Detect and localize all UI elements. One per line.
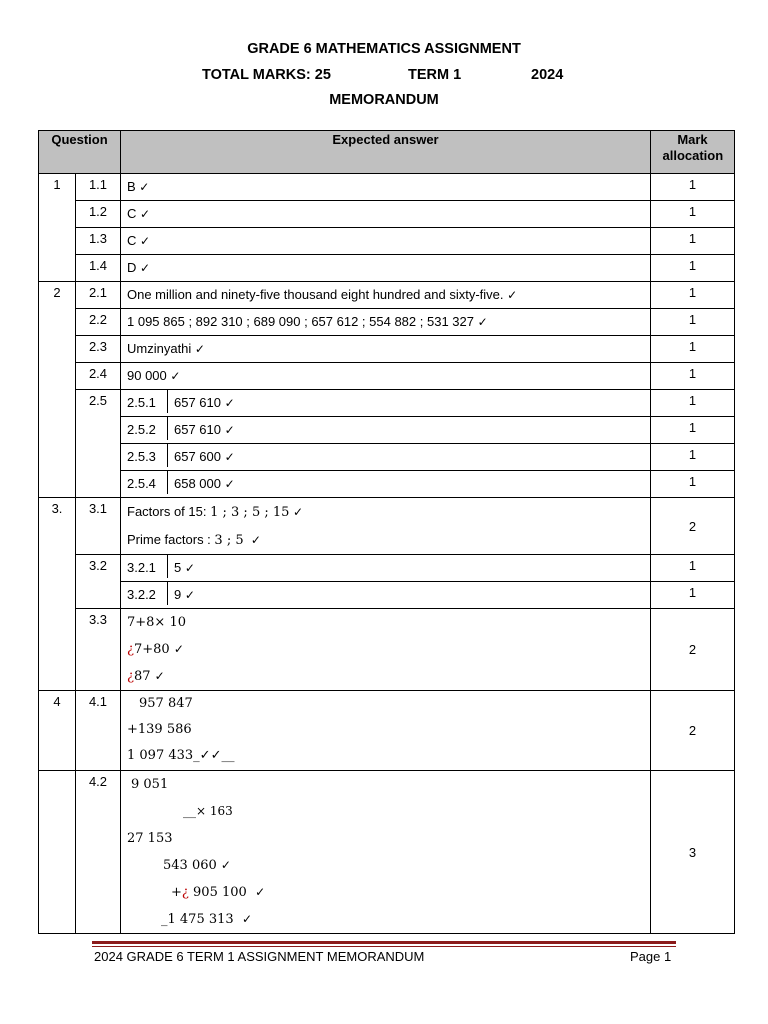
sub-sub-question-number: 2.5.1 bbox=[121, 390, 168, 413]
sub-question-number: 1.1 bbox=[76, 174, 121, 201]
mark-cell: 1 bbox=[651, 555, 735, 582]
document-meta-line bbox=[0, 67, 768, 85]
table-row bbox=[39, 228, 735, 255]
table-row bbox=[39, 498, 735, 555]
memorandum-table bbox=[38, 130, 735, 934]
sub-question-number: 4.2 bbox=[76, 771, 121, 934]
table-header-row bbox=[39, 131, 735, 174]
table-row bbox=[39, 174, 735, 201]
question-header: Question bbox=[39, 131, 121, 174]
sub-question-number: 2.2 bbox=[76, 309, 121, 336]
mark-cell: 1 bbox=[651, 174, 735, 201]
check-icon: ✓ bbox=[220, 858, 231, 872]
table-row bbox=[39, 471, 735, 498]
mark-cell: 1 bbox=[651, 201, 735, 228]
check-icon: ✓ bbox=[224, 423, 235, 437]
table-row bbox=[39, 201, 735, 228]
sub-question-number: 1.3 bbox=[76, 228, 121, 255]
sub-sub-question-number: 2.5.3 bbox=[121, 444, 168, 467]
sub-sub-question-number: 2.5.4 bbox=[121, 471, 168, 494]
answer-cell: 9 051 __× 163 27 153 543 060 ✓ +¿ 905 100 ✓ _1 475 313 ✓ bbox=[121, 771, 651, 934]
mark-cell: 1 bbox=[651, 582, 735, 609]
sub-question-number: 4.1 bbox=[76, 691, 121, 771]
answer-cell: 2.5.3 657 600 ✓ bbox=[121, 444, 651, 471]
mark-cell: 2 bbox=[651, 609, 735, 691]
table-row bbox=[39, 309, 735, 336]
table-row bbox=[39, 390, 735, 417]
answer-cell: D ✓ bbox=[121, 255, 651, 282]
mark-cell: 2 bbox=[651, 691, 735, 771]
answer-cell: Factors of 15: 1 ; 3 ; 5 ; 15 ✓ Prime factors : 3 ; 5 ✓ bbox=[121, 498, 651, 555]
mark-cell: 3 bbox=[651, 771, 735, 934]
check-icon: ✓ bbox=[184, 588, 195, 602]
answer-cell: 3.2.1 5 ✓ bbox=[121, 555, 651, 582]
sub-question-number: 2.3 bbox=[76, 336, 121, 363]
mark-cell: 1 bbox=[651, 309, 735, 336]
answer-cell: 2.5.1 657 610 ✓ bbox=[121, 390, 651, 417]
check-icon: ✓ bbox=[140, 234, 151, 248]
check-icon: ✓ bbox=[184, 561, 195, 575]
table-row bbox=[39, 417, 735, 444]
sub-question-number: 2.1 bbox=[76, 282, 121, 309]
mark-cell: 1 bbox=[651, 228, 735, 255]
check-icon: ✓ bbox=[241, 912, 252, 926]
document-subtitle: MEMORANDUM bbox=[329, 92, 439, 108]
mark-cell: 1 bbox=[651, 390, 735, 417]
answer-cell: 7+8× 10 ¿7+80 ✓ ¿87 ✓ bbox=[121, 609, 651, 691]
expected-answer-header: Expected answer bbox=[121, 131, 651, 174]
answer-cell: 90 000 ✓ bbox=[121, 363, 651, 390]
check-icon: ✓ bbox=[154, 669, 165, 683]
question-number: 3. bbox=[39, 498, 76, 691]
table-row bbox=[39, 282, 735, 309]
check-icon: ✓ bbox=[140, 261, 151, 275]
check-icon: ✓ bbox=[507, 288, 518, 302]
footer-rule-thick bbox=[92, 941, 676, 944]
answer-cell: B ✓ bbox=[121, 174, 651, 201]
footer-rule-thin bbox=[92, 946, 676, 947]
footer-title: 2024 GRADE 6 TERM 1 ASSIGNMENT MEMORANDUM bbox=[94, 949, 425, 964]
check-icon: ✓ bbox=[194, 342, 205, 356]
check-icon: ✓ bbox=[293, 505, 304, 519]
check-icon: ✓ bbox=[224, 396, 235, 410]
answer-cell: C ✓ bbox=[121, 228, 651, 255]
table-row bbox=[39, 691, 735, 771]
sub-question-number: 1.4 bbox=[76, 255, 121, 282]
check-icon: ✓ bbox=[224, 477, 235, 491]
table-row bbox=[39, 555, 735, 582]
sub-sub-question-number: 3.2.2 bbox=[121, 582, 168, 605]
table-row bbox=[39, 444, 735, 471]
sub-question-number: 1.2 bbox=[76, 201, 121, 228]
check-marks: _✓✓__ bbox=[193, 748, 235, 763]
question-number-empty bbox=[39, 771, 76, 934]
mark-cell: 1 bbox=[651, 417, 735, 444]
table-row bbox=[39, 771, 735, 934]
check-icon: ✓ bbox=[255, 885, 266, 899]
mark-allocation-header: Mark allocation bbox=[651, 131, 735, 174]
question-number: 1 bbox=[39, 174, 76, 282]
mark-cell: 1 bbox=[651, 336, 735, 363]
answer-cell: 1 095 865 ; 892 310 ; 689 090 ; 657 612 ; 554 882 ; 531 327 ✓ bbox=[121, 309, 651, 336]
table-row bbox=[39, 363, 735, 390]
document-title: GRADE 6 MATHEMATICS ASSIGNMENT bbox=[247, 41, 521, 57]
answer-cell: 2.5.4 658 000 ✓ bbox=[121, 471, 651, 498]
sub-sub-question-number: 2.5.2 bbox=[121, 417, 168, 440]
answer-cell: 3.2.2 9 ✓ bbox=[121, 582, 651, 609]
answer-cell: One million and ninety-five thousand eight hundred and sixty-five. ✓ bbox=[121, 282, 651, 309]
table-row bbox=[39, 336, 735, 363]
check-icon: ✓ bbox=[477, 315, 488, 329]
answer-cell: C ✓ bbox=[121, 201, 651, 228]
sub-question-number: 2.5 bbox=[76, 390, 121, 498]
table-row bbox=[39, 255, 735, 282]
sub-question-number: 3.3 bbox=[76, 609, 121, 691]
check-icon: ✓ bbox=[173, 642, 184, 656]
check-icon: ✓ bbox=[139, 180, 150, 194]
mark-cell: 1 bbox=[651, 255, 735, 282]
table-row bbox=[39, 609, 735, 691]
total-marks: TOTAL MARKS: 25 bbox=[202, 67, 331, 83]
answer-cell: 2.5.2 657 610 ✓ bbox=[121, 417, 651, 444]
sub-question-number: 2.4 bbox=[76, 363, 121, 390]
mark-cell: 1 bbox=[651, 282, 735, 309]
mark-cell: 1 bbox=[651, 363, 735, 390]
mark-cell: 1 bbox=[651, 471, 735, 498]
check-icon: ✓ bbox=[250, 533, 261, 547]
answer-cell: 957 847 +139 586 1 097 433_✓✓__ bbox=[121, 691, 651, 771]
answer-cell: Umzinyathi ✓ bbox=[121, 336, 651, 363]
page-number: Page 1 bbox=[630, 949, 672, 964]
table-row bbox=[39, 582, 735, 609]
mark-cell: 2 bbox=[651, 498, 735, 555]
check-icon: ✓ bbox=[224, 450, 235, 464]
sub-question-number: 3.1 bbox=[76, 498, 121, 555]
term-label: TERM 1 bbox=[408, 67, 462, 83]
sub-sub-question-number: 3.2.1 bbox=[121, 555, 168, 578]
check-icon: ✓ bbox=[170, 369, 181, 383]
mark-cell: 1 bbox=[651, 444, 735, 471]
year-label: 2024 bbox=[531, 67, 564, 83]
question-number: 4 bbox=[39, 691, 76, 771]
question-number: 2 bbox=[39, 282, 76, 498]
sub-question-number: 3.2 bbox=[76, 555, 121, 609]
check-icon: ✓ bbox=[140, 207, 151, 221]
